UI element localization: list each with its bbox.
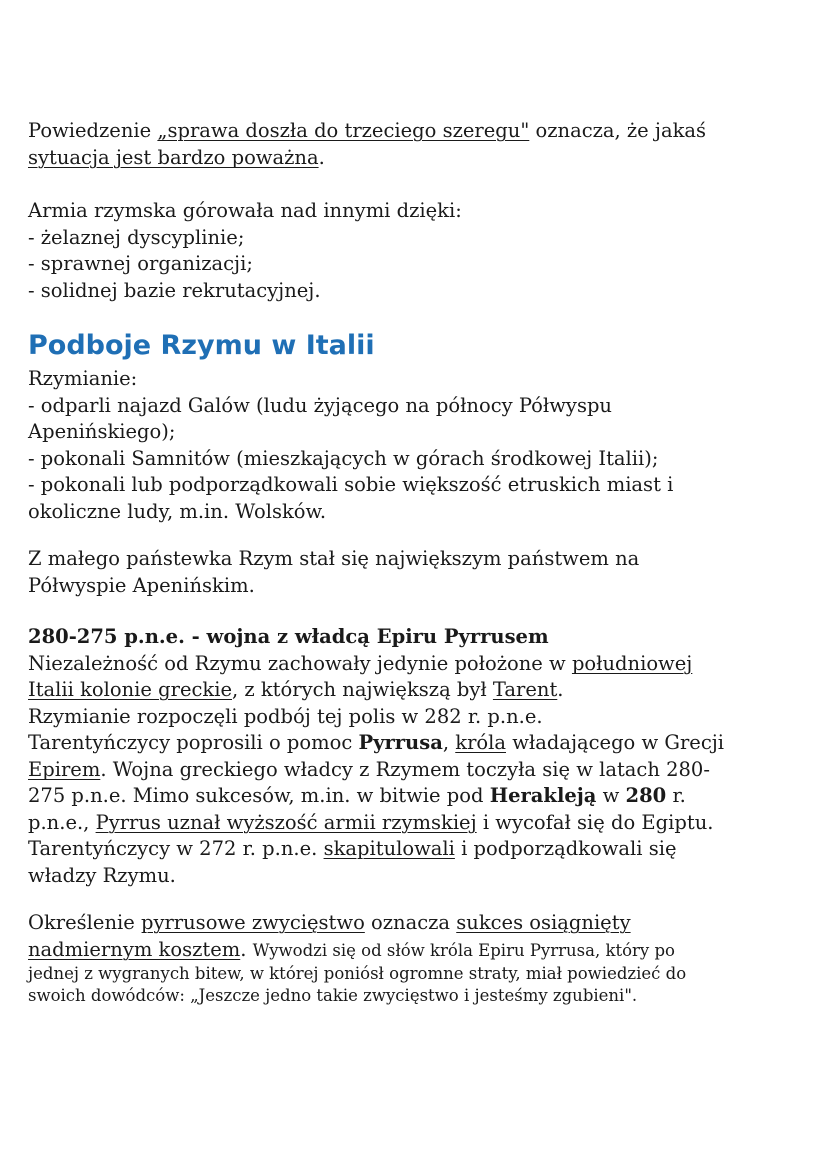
conquest-paragraph xyxy=(28,366,808,525)
pyrrhic-paragraph xyxy=(28,910,808,1007)
text-line: Rzymianie rozpoczęli podbój tej polis w 282 r. p.n.e. xyxy=(28,704,543,728)
section-heading: Podboje Rzymu w Italii xyxy=(28,330,375,361)
war-section xyxy=(28,624,808,889)
underlined-term: Epirem xyxy=(28,757,101,781)
text-span: p.n.e., xyxy=(28,810,96,834)
text-span: oznacza xyxy=(364,911,457,934)
text-span: Tarentyńczycy w 272 r. p.n.e. xyxy=(28,837,324,860)
underlined-term: sukces osiągnięty xyxy=(456,911,631,934)
text-span: oznacza, że jakaś xyxy=(529,119,707,142)
text-span: i wycofał się do Egiptu. xyxy=(476,810,714,834)
text-line: Z małego państewka Rzym stał się największym państwem na xyxy=(28,547,640,570)
text-span: Wywodzi się od słów króla Epiru Pyrrusa, który po xyxy=(252,940,675,960)
list-item: - żelaznej dyscyplinie; xyxy=(28,225,245,249)
saying-paragraph xyxy=(28,118,808,171)
text-line: jednej z wygranych bitew, w której poniósł ogromne straty, miał powiedzieć do xyxy=(28,964,687,983)
text-span: r. xyxy=(666,784,686,807)
underlined-term: króla xyxy=(455,731,506,754)
bold-term: Herakleją xyxy=(489,784,597,807)
war-title: 280-275 p.n.e. - wojna z władcą Epiru Pyrrusem xyxy=(28,625,549,648)
conquest-intro: Rzymianie: xyxy=(28,367,138,390)
text-span: 275 p.n.e. Mimo sukcesów, m.in. w bitwie pod xyxy=(28,784,490,807)
underlined-term: Tarent xyxy=(492,678,558,701)
saying-quote: „sprawa doszła do trzeciego szeregu" xyxy=(157,119,530,142)
text-span: Niezależność od Rzymu zachowały jedynie położone w xyxy=(28,651,572,675)
army-intro: Armia rzymska górowała nad innymi dzięki: xyxy=(28,199,462,222)
underlined-term: Italii kolonie greckie xyxy=(28,678,232,701)
saying-meaning: sytuacja jest bardzo poważna xyxy=(28,145,319,169)
bold-term: 280 xyxy=(625,784,667,807)
text-span: władającego w Grecji xyxy=(506,731,725,754)
text-span: , z których największą był xyxy=(232,678,493,701)
underlined-term: nadmiernym kosztem xyxy=(28,937,241,961)
text-span: . xyxy=(557,678,564,701)
list-item: - solidnej bazie rekrutacyjnej. xyxy=(28,278,321,302)
text-line: Półwyspie Apenińskim. xyxy=(28,573,255,597)
underlined-term: skapitulowali xyxy=(323,837,455,860)
text-span: . xyxy=(240,937,253,961)
bold-term: Pyrrusa xyxy=(358,731,443,754)
list-item: - pokonali Samnitów (mieszkających w górach środkowej Italii); xyxy=(28,446,659,470)
text-line: władzy Rzymu. xyxy=(28,863,176,887)
list-item-continuation: okoliczne ludy, m.in. Wolsków. xyxy=(28,499,327,523)
army-paragraph xyxy=(28,198,808,304)
list-item-continuation: Apenińskiego); xyxy=(28,420,176,443)
underlined-term: pyrrusowe zwycięstwo xyxy=(140,911,365,934)
text-span: , xyxy=(442,731,456,754)
text-span: Tarentyńczycy poprosili o pomoc xyxy=(28,731,359,754)
text-span: i podporządkowali się xyxy=(454,837,677,860)
text-span: . xyxy=(318,145,325,169)
summary-paragraph xyxy=(28,546,808,599)
text-span: Powiedzenie xyxy=(28,119,158,142)
text-span: Określenie xyxy=(28,911,141,934)
text-span: . Wojna greckiego władcy z Rzymem toczyła się w latach 280- xyxy=(100,757,710,781)
text-span: w xyxy=(596,784,626,807)
list-item: - pokonali lub podporządkowali sobie większość etruskich miast i xyxy=(28,473,674,496)
text-line: swoich dowódców: „Jeszcze jedno takie zwycięstwo i jesteśmy zgubieni". xyxy=(28,986,638,1005)
underlined-term: Pyrrus uznał wyższość armii rzymskiej xyxy=(95,810,477,834)
list-item: - sprawnej organizacji; xyxy=(28,252,253,275)
underlined-term: południowej xyxy=(571,651,693,675)
list-item: - odparli najazd Galów (ludu żyjącego na północy Półwyspu xyxy=(28,393,612,417)
